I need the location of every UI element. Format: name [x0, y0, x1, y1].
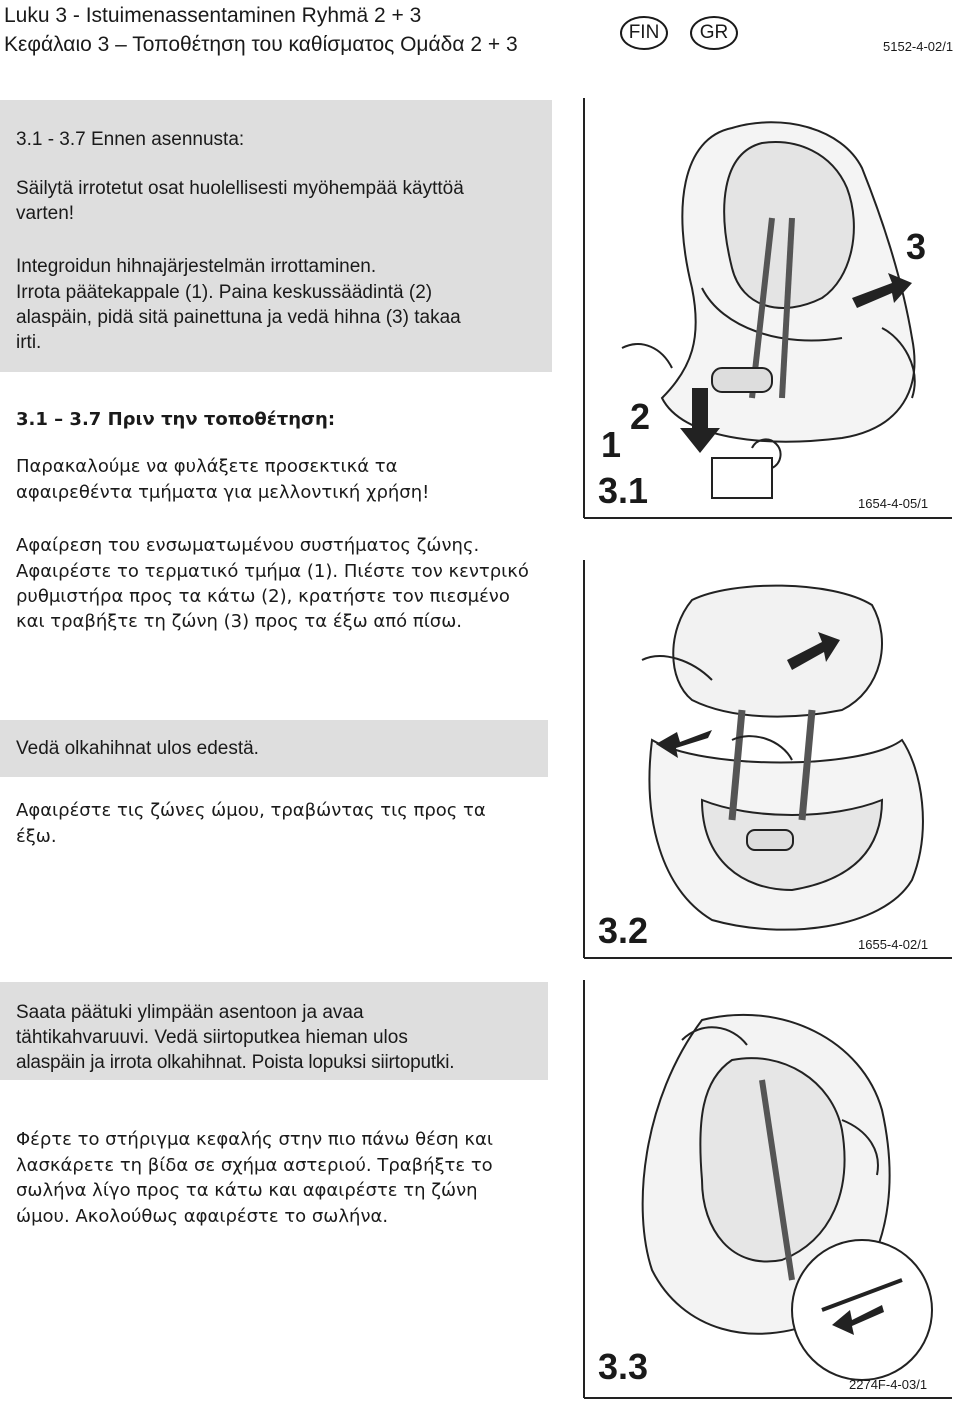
text-line: varten! — [16, 203, 75, 224]
text-line: Säilytä irrotetut osat huolellisesti myöhempää käyttöä — [16, 178, 464, 199]
section-fi-before-installation — [0, 100, 552, 372]
title-finnish: Luku 3 - Istuimenassentaminen Ryhmä 2 + 3 — [4, 4, 422, 27]
text-line: Saata päätuki ylimpään asentoon ja avaa — [16, 1002, 364, 1023]
title-greek: Κεφάλαιο 3 – Τοποθέτηση του καθίσματος Ομάδα 2 + 3 — [4, 33, 518, 56]
text-line: Παρακαλούμε να φυλάξετε προσεκτικά τα — [16, 456, 398, 477]
text-line: λασκάρετε τη βίδα σε σχήμα αστεριού. Τραβήξτε το — [16, 1155, 493, 1176]
text-line: Φέρτε το στήριγμα κεφαλής στην πιο πάνω θέση και — [16, 1129, 493, 1150]
figure-label: 3.1 — [598, 470, 649, 511]
figure-code: 1654-4-05/1 — [858, 496, 929, 511]
figure-3-3-illustration — [582, 980, 954, 1400]
figure-3-2-illustration — [582, 560, 954, 960]
figure-callout-2: 2 — [630, 396, 651, 437]
figure-code: 2274F-4-03/1 — [849, 1377, 928, 1392]
text-line: και τραβήξτε τη ζώνη (3) προς τα έξω από πίσω. — [16, 611, 462, 632]
text-line: Irrota päätekappale (1). Paina keskussäädintä (2) — [16, 282, 433, 303]
text-line: Αφαίρεση του ενσωματωμένου συστήματος ζώνης. — [16, 535, 480, 556]
text-line: αφαιρεθέντα τμήματα για μελλοντική χρήση! — [16, 482, 430, 503]
section-fi-headrest — [0, 982, 548, 1080]
text-line: Vedä olkahihnat ulos edestä. — [16, 738, 259, 759]
text-line: Integroidun hihnajärjestelmän irrottaminen. — [16, 256, 377, 277]
figure-3-1-illustration — [582, 98, 954, 520]
section-heading: 3.1 – 3.7 Πριν την τοποθέτηση: — [16, 409, 336, 430]
figure-callout-3: 3 — [906, 226, 927, 267]
text-line: έξω. — [16, 826, 57, 847]
figure-callout-1: 1 — [601, 424, 622, 465]
document-code: 5152-4-02/1 — [883, 39, 954, 54]
language-badge-gr: GR — [690, 16, 738, 50]
text-line: ώμου. Ακολούθως αφαιρέστε το σωλήνα. — [16, 1206, 389, 1227]
text-line: Αφαιρέστε τις ζώνες ώμου, τραβώντας τις προς τα — [16, 800, 486, 821]
text-line: alaspäin, pidä sitä painettuna ja vedä hihna (3) takaa — [16, 307, 461, 328]
text-line: ρυθμιστήρα προς τα κάτω (2), κρατήστε τον πιεσμένο — [16, 586, 510, 607]
text-line: σωλήνα λίγο προς τα κάτω και αφαιρέστε τη ζώνη — [16, 1180, 478, 1201]
text-line: Αφαιρέστε το τερματικό τμήμα (1). Πιέστε τον κεντρικό — [16, 561, 529, 582]
figure-code: 1655-4-02/1 — [858, 937, 929, 952]
figure-label: 3.3 — [598, 1346, 649, 1387]
text-line: tähtikahvaruuvi. Vedä siirtoputkea hieman ulos — [16, 1027, 408, 1048]
language-badge-fin: FIN — [620, 16, 668, 50]
text-line: alaspäin ja irrota olkahihnat. Poista lopuksi siirtoputki. — [16, 1052, 455, 1073]
figure-label: 3.2 — [598, 910, 649, 951]
section-heading: 3.1 - 3.7 Ennen asennusta: — [16, 129, 245, 150]
section-fi-shoulder-belts — [0, 720, 548, 777]
text-line: irti. — [16, 332, 42, 353]
